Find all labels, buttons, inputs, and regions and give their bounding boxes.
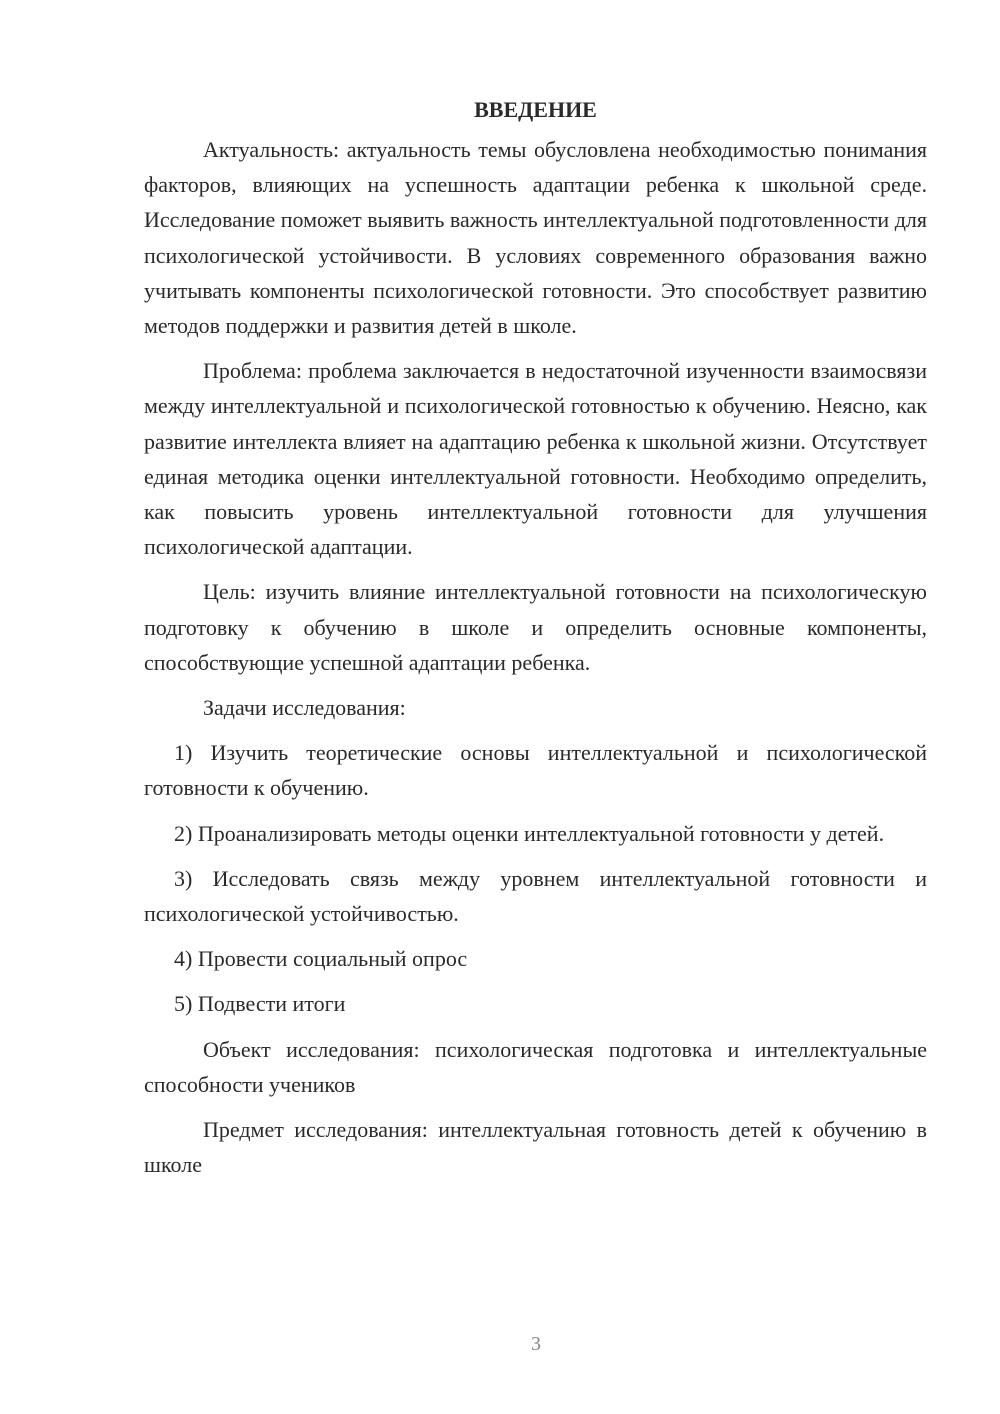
task-item-3: 3) Исследовать связь между уровнем интеллектуальной готовности и психологической устойчивостью. <box>144 865 927 927</box>
task-item-1: 1) Изучить теоретические основы интеллектуальной и психологической готовности к обучению. <box>144 740 927 801</box>
goal-paragraph: Цель: изучить влияние интеллектуальной готовности на психологическую подготовку к обучению в школе и определить основные компоненты, способствующие успешной адаптации ребенка. <box>144 579 927 675</box>
tasks-heading: Задачи исследования: <box>203 695 406 721</box>
object-paragraph: Объект исследования: психологическая подготовка и интеллектуальные способности учеников <box>144 1036 927 1097</box>
subject-paragraph: Предмет исследования: интеллектуальная готовность детей к обучению в школе <box>144 1117 927 1178</box>
page-number: 3 <box>531 1333 541 1355</box>
task-item-4: 4) Провести социальный опрос <box>174 946 468 972</box>
task-item-2: 2) Проанализировать методы оценки интеллектуальной готовности у детей. <box>174 820 885 846</box>
relevance-paragraph: Актуальность: актуальность темы обусловлена необходимостью понимания факторов, влияющих на успешность адаптации ребенка к школьной среде. Исследование поможет выявить важность интеллектуальной подготовленности для психологической устойчивости. В условиях современного образования важно учитывать компоненты психологической готовности. Это способствует развитию методов поддержки и развития детей в школе. <box>144 137 927 339</box>
problem-paragraph: Проблема: проблема заключается в недостаточной изученности взаимосвязи между интеллектуальной и психологической готовностью к обучению. Неясно, как развитие интеллекта влияет на адаптацию ребенка к школьной жизни. Отсутствует единая методика оценки интеллектуальной готовности. Необходимо определить, как повысить уровень интеллектуальной готовности для улучшения психологической адаптации. <box>144 358 927 560</box>
page-content <box>144 92 927 1192</box>
task-item-5: 5) Подвести итоги <box>174 991 346 1017</box>
page-title: ВВЕДЕНИЕ <box>474 97 597 122</box>
